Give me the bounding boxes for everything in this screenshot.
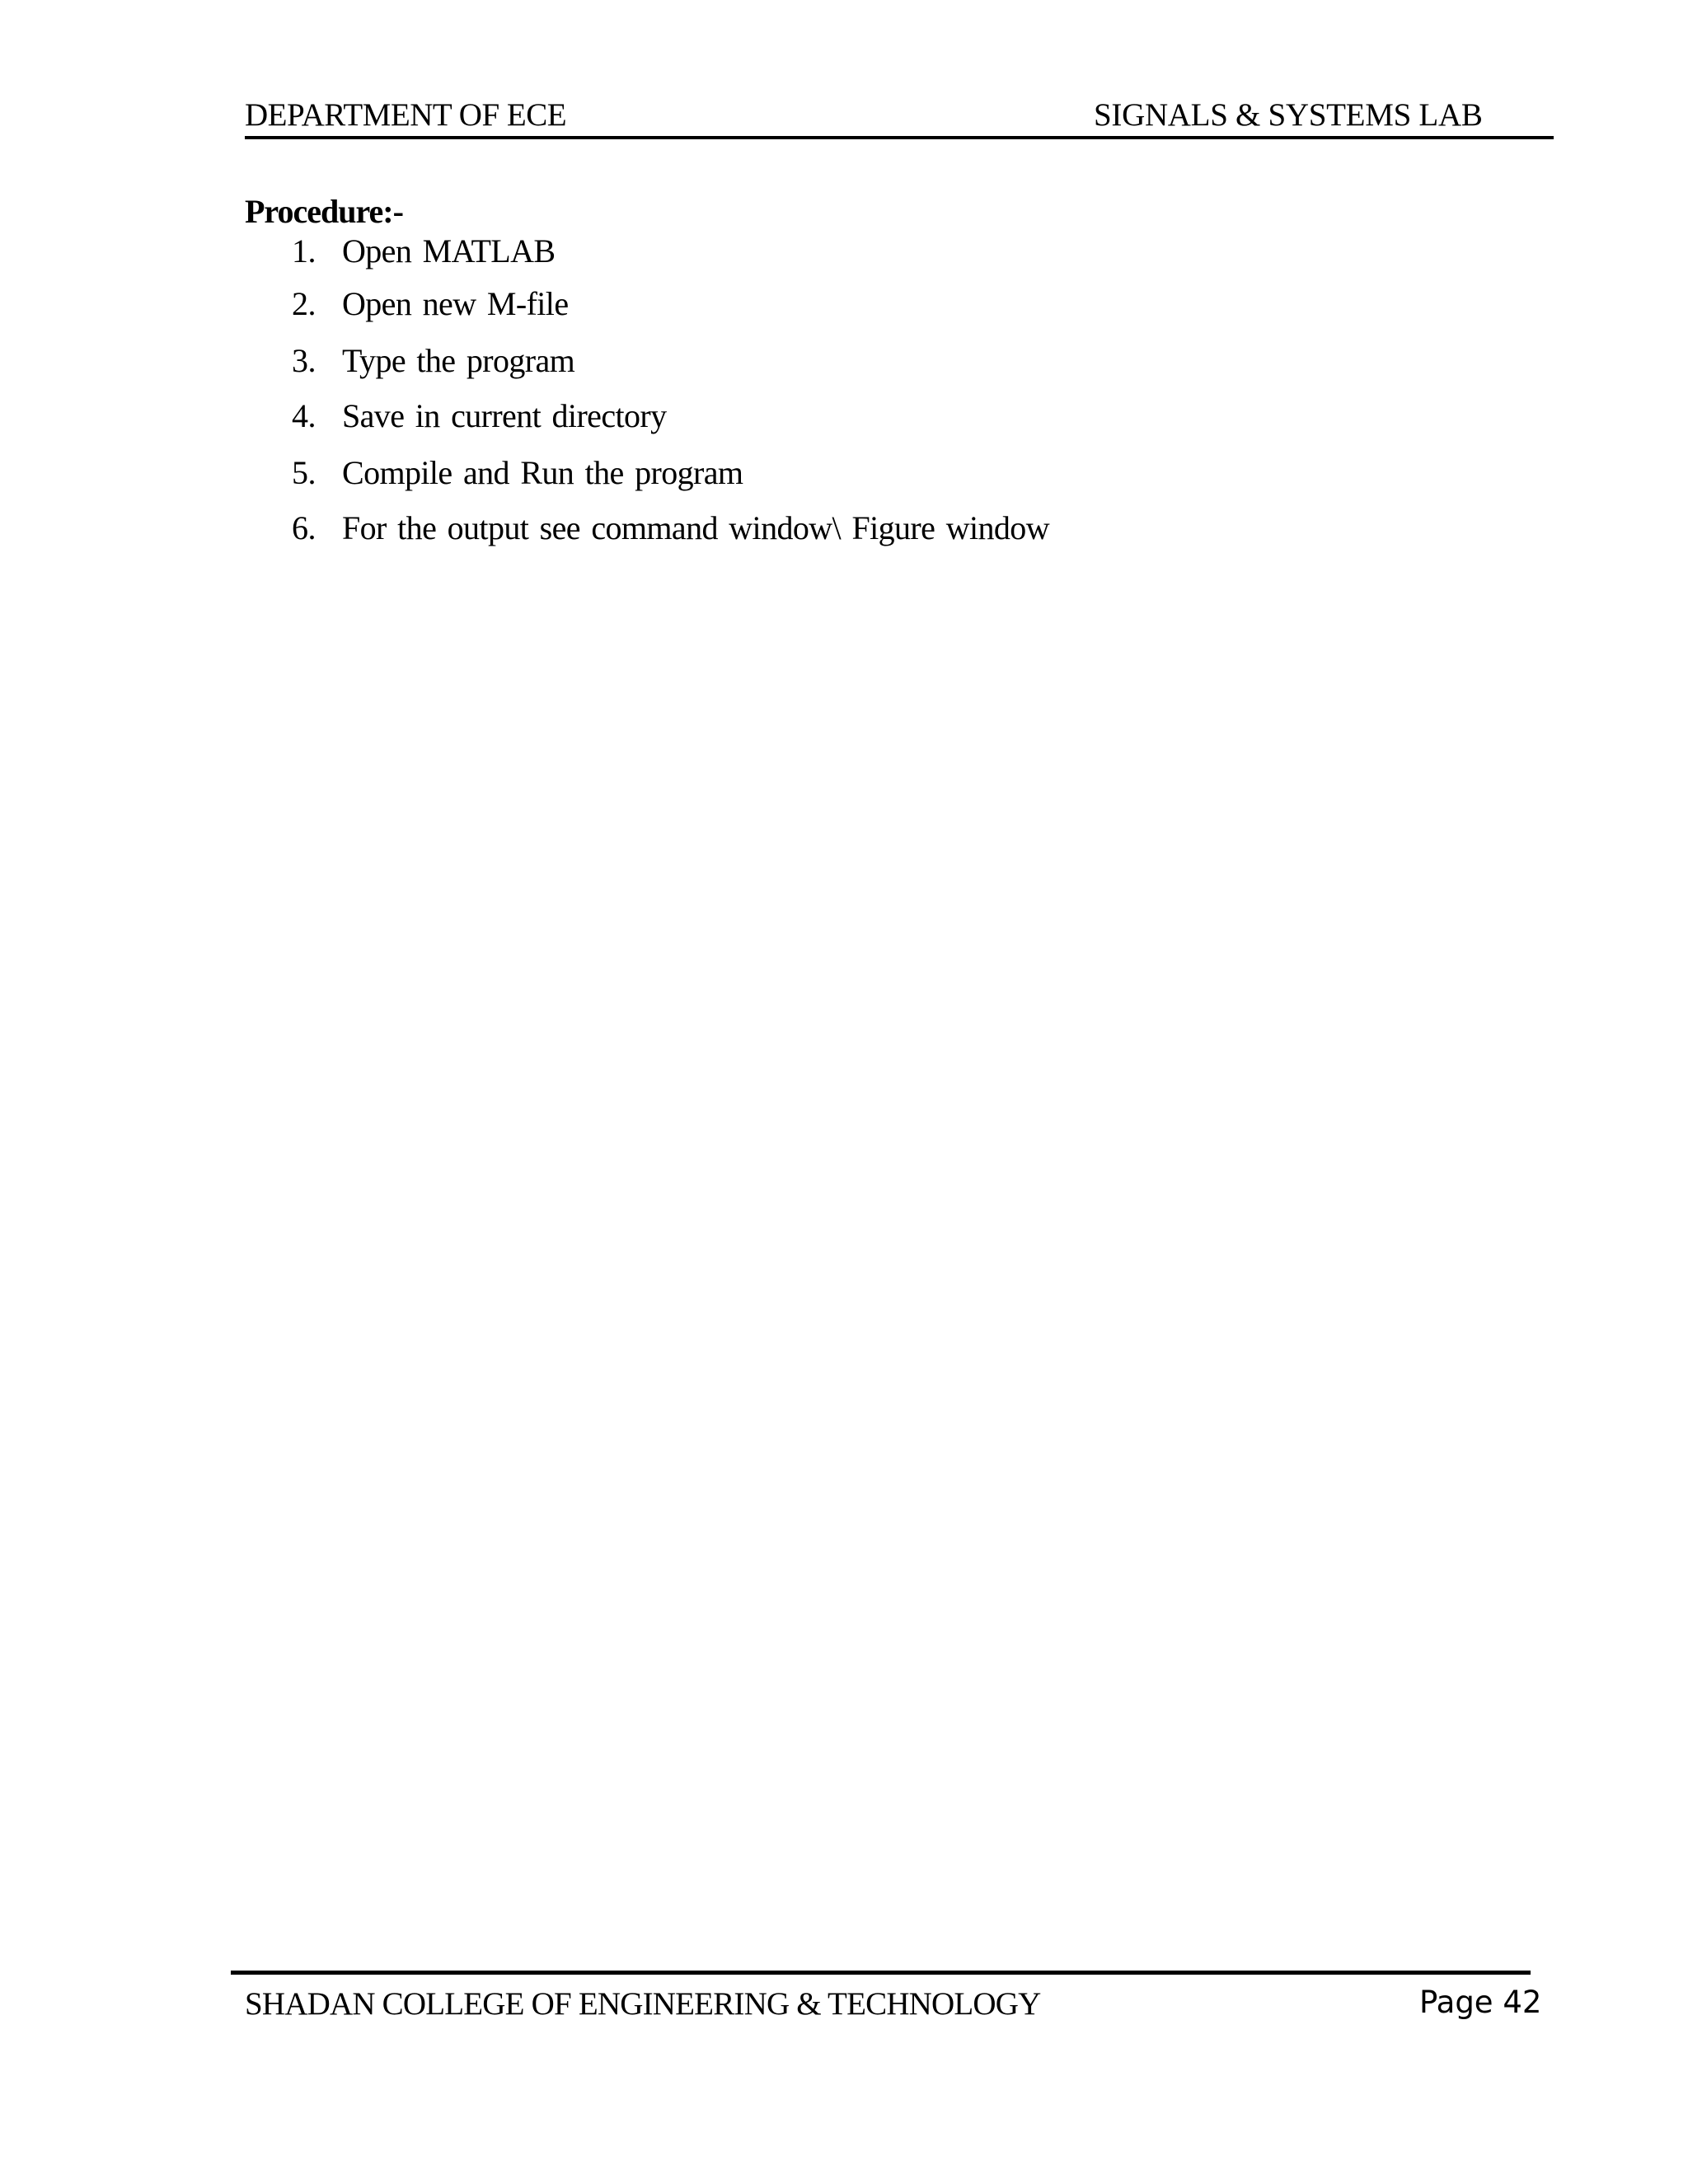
page-number: Page 42 bbox=[1419, 1985, 1542, 2020]
list-item-number: 5. bbox=[292, 454, 316, 491]
list-item-text: For the output see command window\ Figure window bbox=[342, 509, 1049, 546]
list-item-number: 1. bbox=[292, 232, 316, 269]
list-item-text: Type the program bbox=[342, 342, 575, 379]
header-divider bbox=[245, 136, 1554, 139]
list-item-number: 2. bbox=[292, 285, 316, 322]
list-item-number: 4. bbox=[292, 397, 316, 434]
list-item-text: Open MATLAB bbox=[342, 232, 556, 269]
list-item-text: Save in current directory bbox=[342, 397, 667, 434]
footer-college-name: SHADAN COLLEGE OF ENGINEERING & TECHNOLOGY bbox=[245, 1986, 1041, 2022]
list-item-text: Open new M-file bbox=[342, 285, 569, 322]
list-item-number: 6. bbox=[292, 509, 316, 546]
list-item-text: Compile and Run the program bbox=[342, 454, 743, 491]
procedure-heading: Procedure:- bbox=[245, 193, 403, 230]
list-item-number: 3. bbox=[292, 342, 316, 379]
header-lab-title: SIGNALS & SYSTEMS LAB bbox=[1094, 97, 1483, 133]
footer-divider bbox=[231, 1971, 1531, 1975]
header-department: DEPARTMENT OF ECE bbox=[245, 97, 567, 133]
